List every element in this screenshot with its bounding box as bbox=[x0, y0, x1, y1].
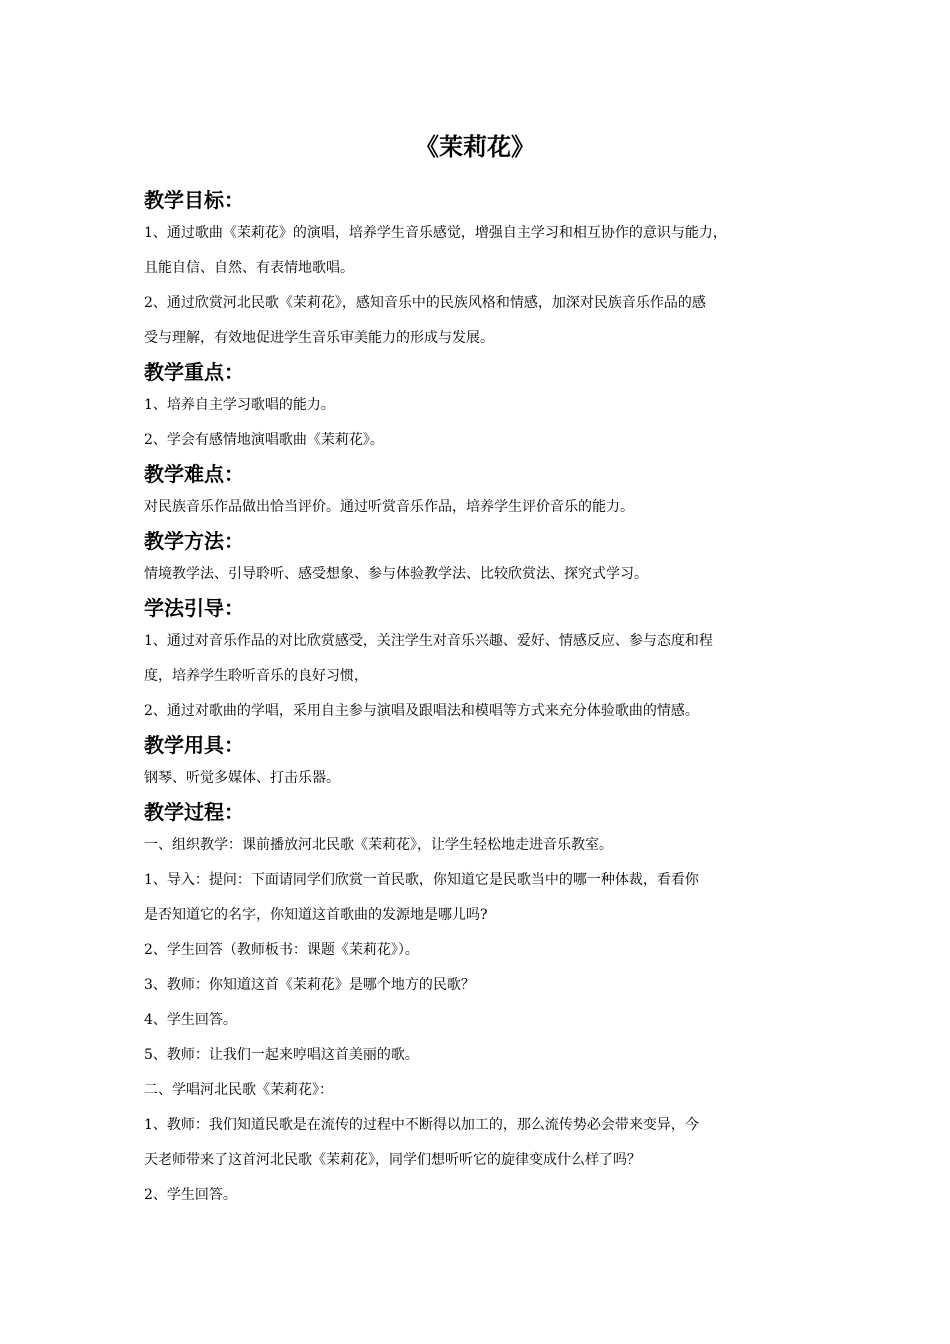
section-teaching-process bbox=[144, 796, 816, 1213]
section-heading: 教学用具： bbox=[144, 733, 244, 757]
paragraph-line: 二、学唱河北民歌《茉莉花》： bbox=[144, 1082, 333, 1098]
section-heading: 教学难点： bbox=[144, 462, 244, 486]
paragraph-line: 受与理解，有效地促进学生音乐审美能力的形成与发展。 bbox=[144, 330, 494, 346]
paragraph-line: 对民族音乐作品做出恰当评价。通过听赏音乐作品，培养学生评价音乐的能力。 bbox=[144, 499, 634, 515]
paragraph-line: 情境教学法、引导聆听、感受想象、参与体验教学法、比较欣赏法、探究式学习。 bbox=[144, 566, 648, 582]
paragraph-line: 2、学会有感情地演唱歌曲《茉莉花》。 bbox=[144, 432, 384, 448]
section-heading: 教学方法： bbox=[144, 529, 244, 553]
paragraph-line: 3、教师：你知道这首《茉莉花》是哪个地方的民歌？ bbox=[144, 977, 475, 993]
paragraph-line: 一、组织教学：课前播放河北民歌《茉莉花》，让学生轻松地走进音乐教室。 bbox=[144, 837, 613, 853]
section-heading: 教学目标： bbox=[144, 188, 244, 212]
paragraph-line: 1、培养自主学习歌唱的能力。 bbox=[144, 397, 335, 413]
section-heading: 学法引导： bbox=[144, 596, 244, 620]
section-teaching-objectives bbox=[144, 184, 816, 356]
section-teaching-focus bbox=[144, 356, 816, 458]
paragraph-line: 5、教师：让我们一起来哼唱这首美丽的歌。 bbox=[144, 1047, 419, 1063]
section-heading: 教学重点： bbox=[144, 360, 244, 384]
paragraph-line: 2、通过对歌曲的学唱，采用自主参与演唱及跟唱法和模唱等方式来充分体验歌曲的情感。 bbox=[144, 703, 699, 719]
paragraph-line: 1、通过歌曲《茉莉花》的演唱，培养学生音乐感觉，增强自主学习和相互协作的意识与能力， bbox=[144, 225, 727, 241]
document-title: 《茉莉花》 bbox=[415, 133, 535, 161]
section-learning-guidance bbox=[144, 592, 816, 729]
section-teaching-difficulties bbox=[144, 458, 816, 525]
section-heading: 教学过程： bbox=[144, 800, 244, 824]
paragraph-line: 钢琴、听觉多媒体、打击乐器。 bbox=[144, 770, 340, 786]
paragraph-line: 度，培养学生聆听音乐的良好习惯， bbox=[144, 668, 368, 684]
paragraph-line: 1、导入：提问：下面请同学们欣赏一首民歌，你知道它是民歌当中的哪一种体裁，看看你 bbox=[144, 872, 699, 888]
paragraph-line: 天老师带来了这首河北民歌《茉莉花》，同学们想听听它的旋律变成什么样了吗？ bbox=[144, 1152, 641, 1168]
paragraph-line: 是否知道它的名字，你知道这首歌曲的发源地是哪儿吗? bbox=[144, 907, 488, 923]
section-teaching-methods bbox=[144, 525, 816, 592]
paragraph-line: 2、学生回答（教师板书：课题《茉莉花》）。 bbox=[144, 942, 419, 958]
paragraph-line: 2、学生回答。 bbox=[144, 1187, 237, 1203]
paragraph-line: 2、通过欣赏河北民歌《茉莉花》，感知音乐中的民族风格和情感，加深对民族音乐作品的感 bbox=[144, 295, 706, 311]
paragraph-line: 1、通过对音乐作品的对比欣赏感受，关注学生对音乐兴趣、爱好、情感反应、参与态度和程 bbox=[144, 633, 713, 649]
paragraph-line: 且能自信、自然、有表情地歌唱。 bbox=[144, 260, 354, 276]
paragraph-line: 4、学生回答。 bbox=[144, 1012, 237, 1028]
paragraph-line: 1、教师：我们知道民歌是在流传的过程中不断得以加工的，那么流传势必会带来变异，今 bbox=[144, 1117, 699, 1133]
document-body bbox=[144, 184, 816, 1213]
section-teaching-tools bbox=[144, 729, 816, 796]
